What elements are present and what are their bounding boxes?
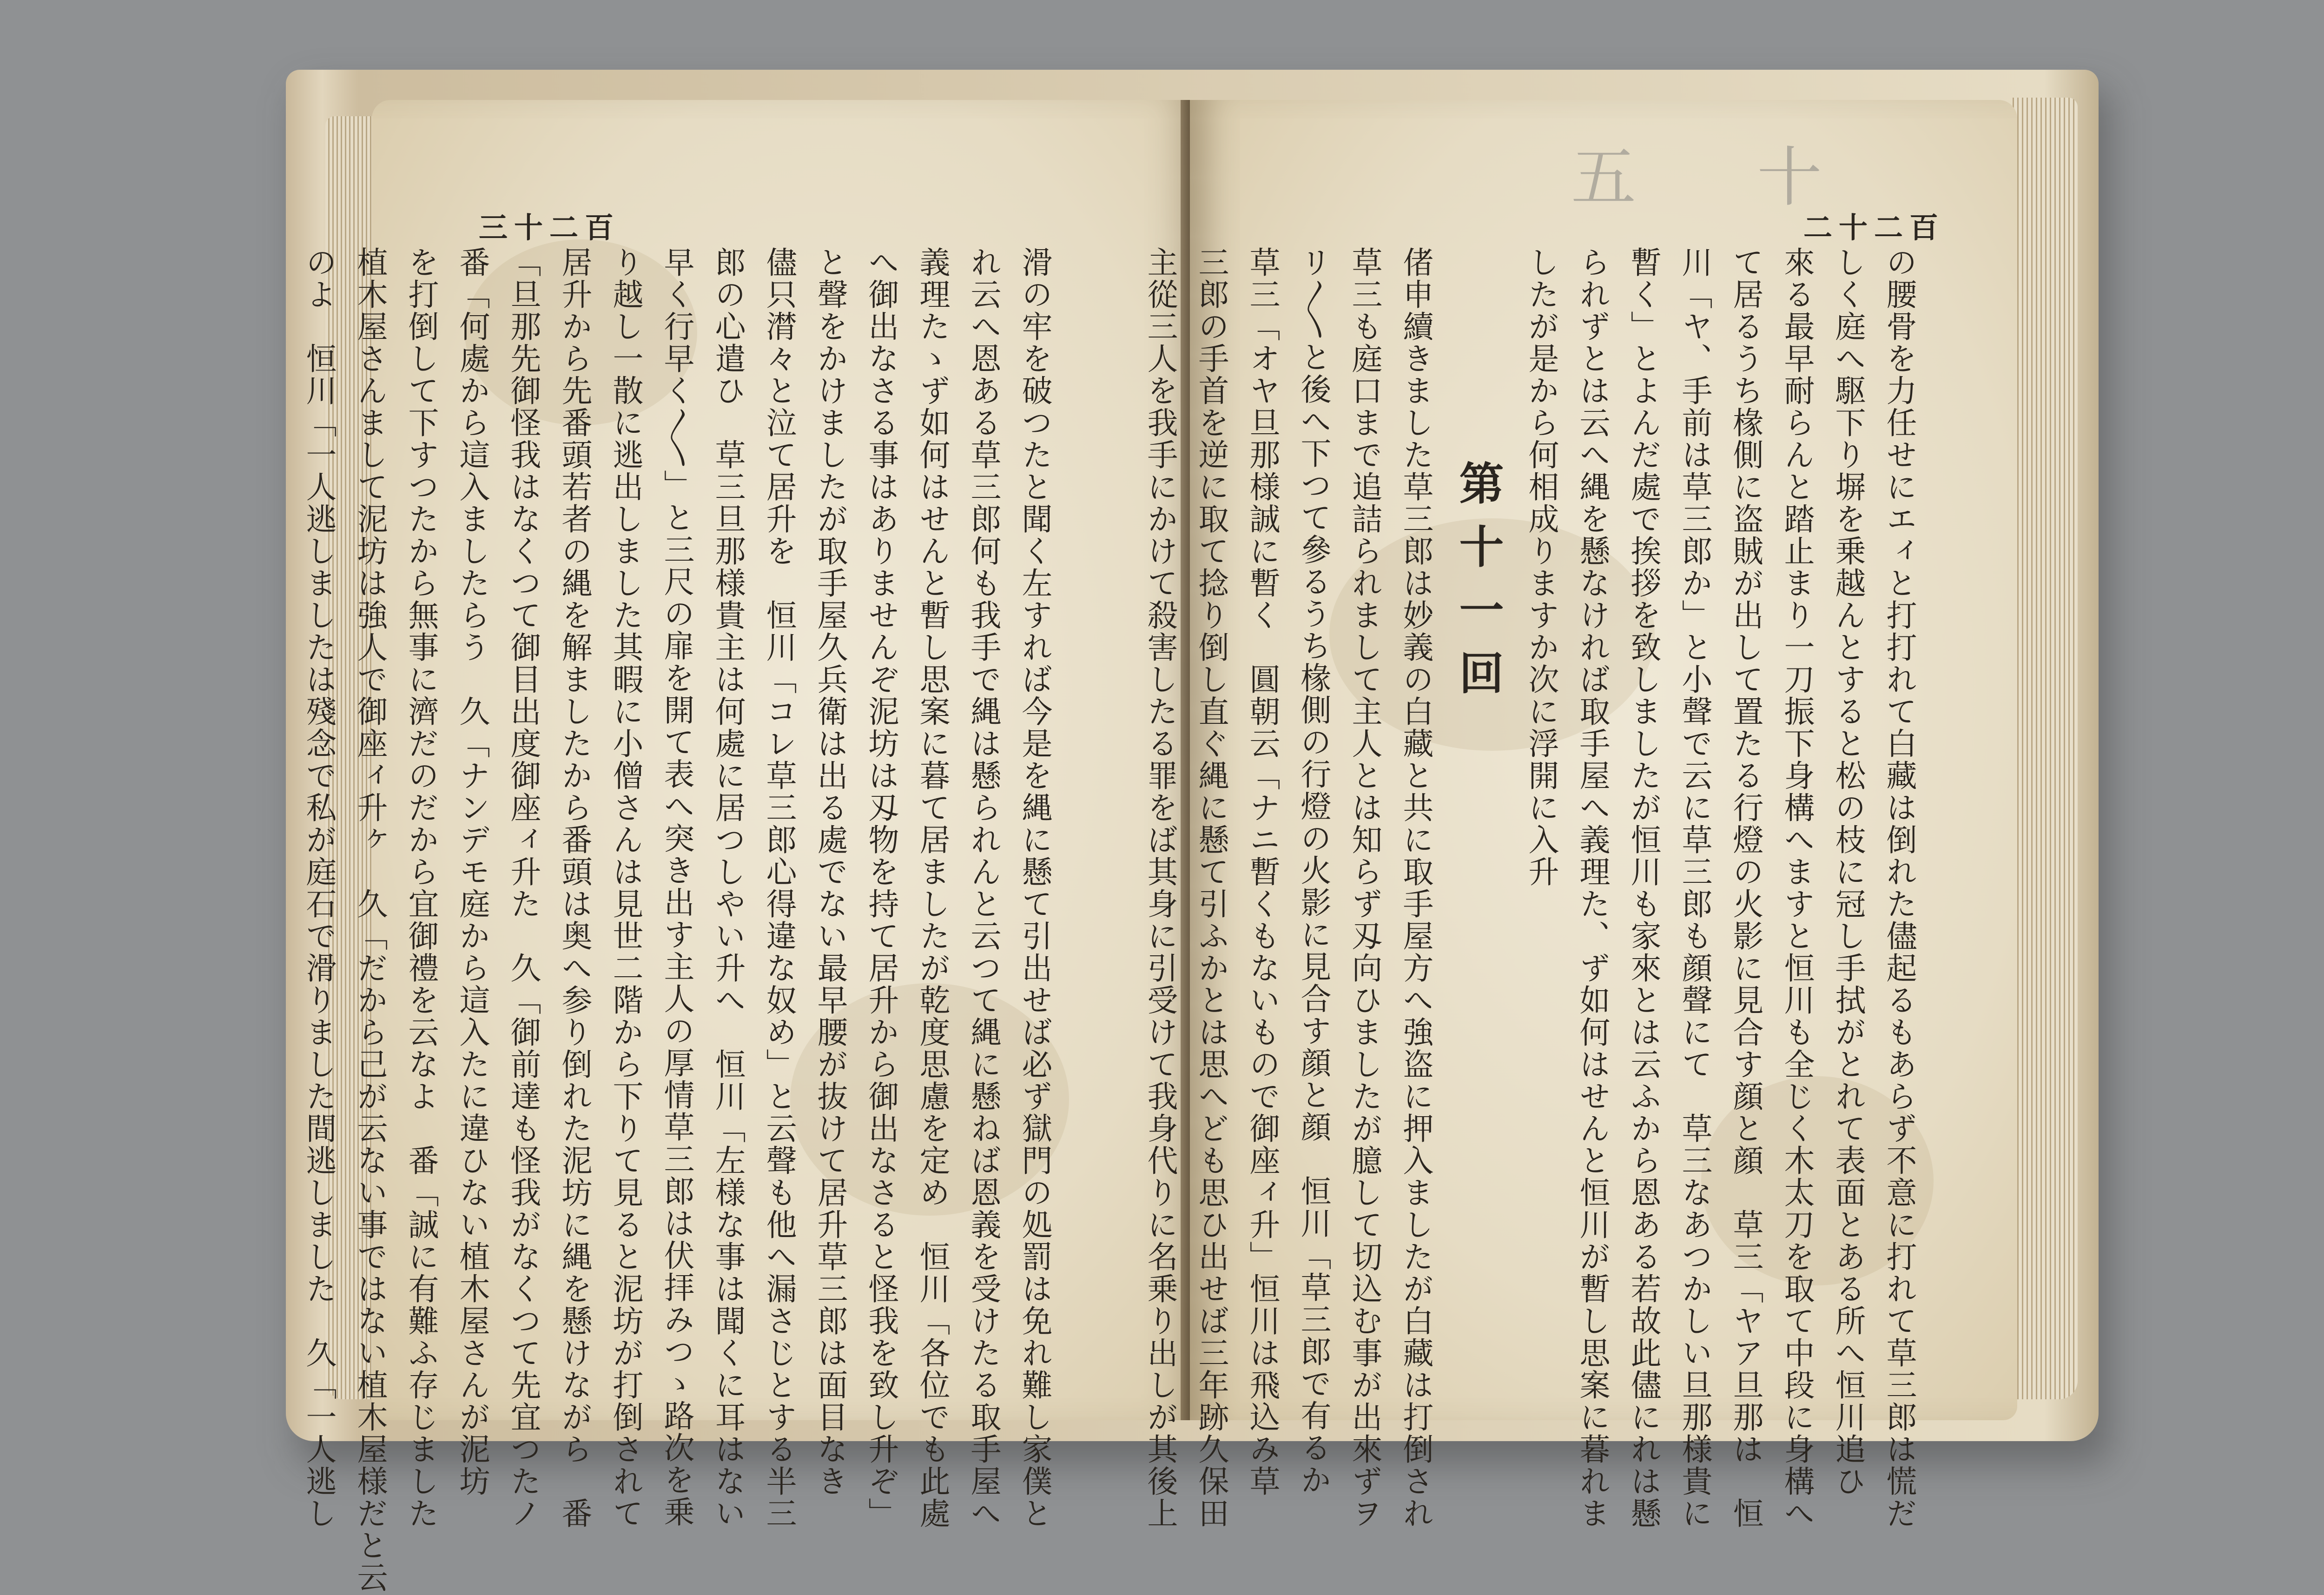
chapter-title: 第十一回 bbox=[1452, 460, 1505, 713]
text-column: 滑の牢を破つたと聞く左すれば今是を縄に懸て引出せば必ず獄門の処罰は免れ難し家僕と bbox=[1017, 246, 1052, 1529]
text-column: 「旦那先御怪我はなくつて御目出度御座ィ升た 久「御前達も怪我がなくつて先宜つたノ bbox=[505, 246, 541, 1529]
text-column: 番「何處から這入ましたらう 久「ナンデモ庭から這入たに違ひない植木屋さんが泥坊 bbox=[454, 246, 490, 1497]
right-page-header: 二十二百 bbox=[1803, 211, 1945, 245]
right-page-text bbox=[1142, 246, 1924, 1529]
text-column: を打倒して下すつたから無事に濟だのだから宜御禮を云なよ 番「誠に有難ふ存じました bbox=[403, 246, 439, 1529]
text-column: のよ 恒川「一人逃しましたは殘念で私が庭石で滑りました間逃しました 久「一人逃し bbox=[301, 246, 337, 1529]
text-column: 川「ヤ、手前は草三郎か」と小聲で云に草三郎も顔聲にて 草三なあつかしい旦那様貴に bbox=[1677, 246, 1712, 1529]
text-column: 偖申續きました草三郎は妙義の白藏と共に取手屋方へ強盗に押入ましたが白藏は打倒され bbox=[1398, 246, 1433, 1529]
text-column: り越し一散に逃出しました其暇に小僧さんは見世二階から下りて見ると泥坊が打倒されて bbox=[607, 246, 643, 1529]
text-column: 三郎の手首を逆に取て捻り倒し直ぐ縄に懸て引ふかとは思へども思ひ出せば三年跡久保田 bbox=[1193, 246, 1229, 1529]
left-page-text bbox=[301, 246, 1060, 1594]
text-column: 暫く」とよんだ處で挨拶を致しましたが恒川も家來とは云ふから恩ある若故此儘にれは懸 bbox=[1625, 246, 1661, 1529]
text-column: 來る最早耐らんと踏止まり一刀振下身構へますと恒川も全じく木太刀を取て中段に身構へ bbox=[1779, 246, 1815, 1529]
text-column: て居るうち椽側に盗賊が出して置たる行燈の火影に見合す顔と顔 草三「ヤア旦那は 恒 bbox=[1728, 246, 1763, 1529]
text-column: 郎の心遣ひ 草三旦那様貴主は何處に居つしやい升へ 恒川「左様な事は聞くに耳はない bbox=[710, 246, 746, 1529]
text-column: の腰骨を力任せにエィと打打れて白藏は倒れた儘起るもあらず不意に打れて草三郎は慌だ bbox=[1881, 246, 1917, 1529]
text-column: れ云へ恩ある草三郎何も我手で縄は懸られんと云つて縄に懸ねば恩義を受けたる取手屋へ bbox=[965, 246, 1001, 1529]
text-column: リ〳〵と後へ下つて參るうち椽側の行燈の火影に見合す顔と顔 恒川「草三郎で有るか bbox=[1295, 246, 1331, 1496]
text-column: 早く行早く〳〵」と三尺の扉を開て表へ突き出す主人の厚情草三郎は伏拝みつゝ路次を乗 bbox=[659, 246, 694, 1528]
text-column: 草三も庭口まで追詰られまして主人とは知らず刄向ひましたが臆して切込む事が出來ずヲ bbox=[1347, 246, 1382, 1529]
text-column: 主從三人を我手にかけて殺害したる罪をば其身に引受けて我身代りに名乗り出しが其後上 bbox=[1142, 246, 1178, 1529]
text-column: 植木屋さんまして泥坊は強人で御座ィ升ヶ 久「だから己が云ない事ではない植木屋様だと云 bbox=[352, 246, 388, 1594]
text-column: 儘只潸々と泣て居升を 恒川「コレ草三郎心得違な奴め」と云聲も他へ漏さじとする半三 bbox=[761, 246, 797, 1529]
pencil-margin-note: 五 十 bbox=[1571, 140, 1850, 216]
text-column: へ御出なさる事はありませんぞ泥坊は刄物を持て居升から御出なさると怪我を致し升ぞ」 bbox=[863, 246, 899, 1529]
left-page-header: 三十二百 bbox=[479, 211, 621, 245]
text-column: と聲をかけましたが取手屋久兵衛は出る處でない最早腰が抜けて居升草三郎は面目なき bbox=[812, 246, 848, 1497]
text-column: しく庭へ駆下り塀を乗越んとすると松の枝に冠し手拭がとれて表面とある所へ恒川追ひ bbox=[1830, 246, 1866, 1497]
text-column: 草三「オヤ旦那様誠に暫く 圓朝云「ナニ暫くもないもので御座ィ升」恒川は飛込み草 bbox=[1244, 246, 1280, 1497]
page-edges-right bbox=[2013, 98, 2078, 1399]
text-column: 義理たゝず如何はせんと暫し思案に暮て居ましたが乾度思慮を定め 恒川「各位でも此處 bbox=[914, 246, 950, 1529]
text-column: られずとは云へ縄を懸なければ取手屋へ義理た、ず如何はせんと恒川が暫し思案に暮れま bbox=[1574, 246, 1610, 1529]
text-column: 居升から先番頭若者の縄を解ましたから番頭は奥へ参り倒れた泥坊に縄を懸けながら 番 bbox=[556, 246, 592, 1529]
text-column: したが是から何相成りますか次に浮開に入升 bbox=[1523, 246, 1559, 888]
